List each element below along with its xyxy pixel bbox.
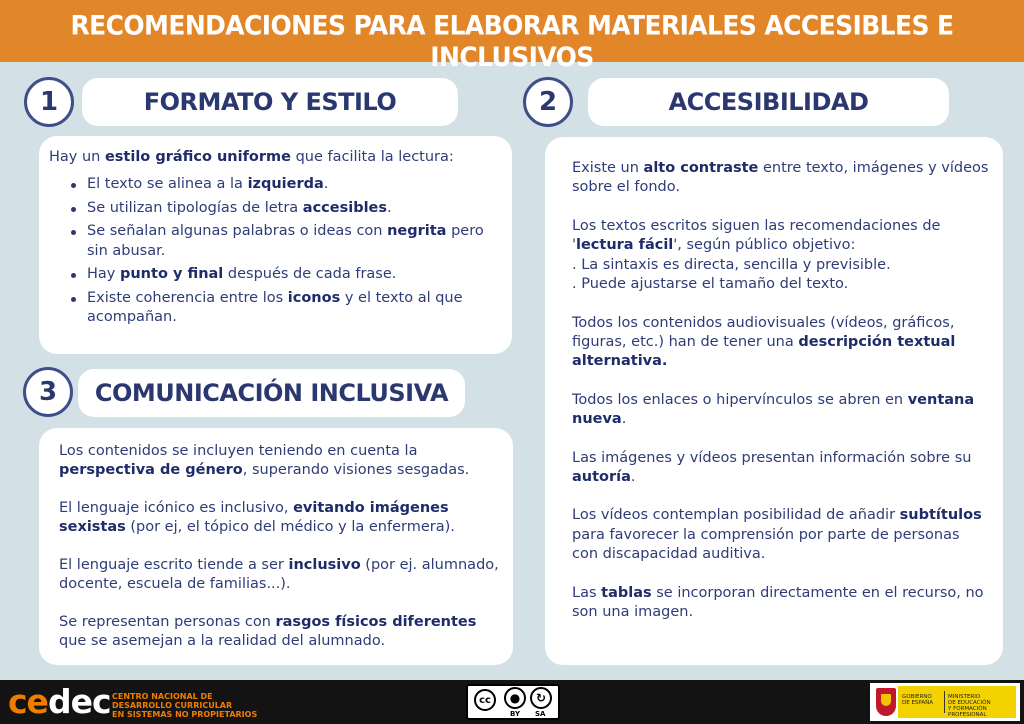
list-item: Hay punto y final después de cada frase. bbox=[49, 265, 494, 284]
accesibilidad-lectura-facil: Los textos escritos siguen las recomendaciones de 'lectura fácil', según público objetivo: . La sintaxis es directa, sencilla y previsible. . Puede ajustarse el tamaño del texto. bbox=[572, 217, 941, 293]
formato-list bbox=[49, 175, 494, 327]
comunicacion-card bbox=[39, 428, 513, 665]
formato-card bbox=[39, 136, 512, 354]
accesibilidad-card bbox=[545, 137, 1003, 665]
sa-label: SA bbox=[535, 710, 546, 718]
section-number-1: 1 bbox=[24, 77, 74, 127]
page-title: RECOMENDACIONES PARA ELABORAR MATERIALES ACCESIBLES E INCLUSIVOS bbox=[70, 9, 954, 73]
header-bar bbox=[0, 0, 1024, 73]
cedec-logo: cedec bbox=[8, 682, 111, 721]
share-alike-icon: ↻ bbox=[530, 687, 552, 709]
formato-intro: Hay un estilo gráfico uniforme que facilita la lectura: bbox=[49, 149, 454, 165]
coat-of-arms-icon bbox=[876, 688, 896, 716]
section-title-accesibilidad: ACCESIBILIDAD bbox=[588, 78, 949, 126]
accesibilidad-enlaces: Todos los enlaces o hipervínculos se abren en ventana nueva. bbox=[572, 391, 975, 428]
comunicacion-escrito: El lenguaje escrito tiende a ser inclusivo (por ej. alumnado, docente, escuela de familias...). bbox=[59, 556, 499, 593]
list-item: Se utilizan tipologías de letra accesibles. bbox=[49, 199, 494, 218]
by-label: BY bbox=[510, 710, 521, 718]
accesibilidad-tablas: Las tablas se incorporan directamente en el recurso, no son una imagen. bbox=[572, 584, 984, 621]
accesibilidad-contraste: Existe un alto contraste entre texto, imágenes y vídeos sobre el fondo. bbox=[572, 160, 989, 196]
list-item: Existe coherencia entre los iconos y el texto al que acompañan. bbox=[49, 289, 494, 328]
section-number-3: 3 bbox=[23, 367, 73, 417]
gov-name: GOBIERNO DE ESPAÑA bbox=[902, 694, 934, 706]
accesibilidad-audiovisual: Todos los contenidos audiovisuales (vídeos, gráficos, figuras, etc.) han de tener una descripción textual alternativa. bbox=[572, 314, 956, 370]
section-title-comunicacion: COMUNICACIÓN INCLUSIVA bbox=[78, 369, 465, 417]
cc-license-badge[interactable] bbox=[466, 684, 560, 720]
list-item: Se señalan algunas palabras o ideas con negrita pero sin abusar. bbox=[49, 222, 494, 261]
comunicacion-rasgos: Se representan personas con rasgos físicos diferentes que se asemejan a la realidad del alumnado. bbox=[59, 613, 477, 649]
section-number-2: 2 bbox=[523, 77, 573, 127]
government-logo bbox=[870, 683, 1020, 721]
ministry-name: MINISTERIO DE EDUCACIÓN Y FORMACIÓN PROFESIONAL bbox=[948, 694, 991, 718]
cc-icon: cc bbox=[474, 689, 496, 711]
attribution-icon: ● bbox=[504, 687, 526, 709]
cedec-org-name: CENTRO NACIONAL DE DESARROLLO CURRICULAR EN SISTEMAS NO PROPIETARIOS bbox=[112, 692, 258, 719]
accesibilidad-autoria: Las imágenes y vídeos presentan información sobre su autoría. bbox=[572, 449, 972, 486]
list-item: El texto se alinea a la izquierda. bbox=[49, 175, 494, 194]
comunicacion-genero: Los contenidos se incluyen teniendo en cuenta la perspectiva de género, superando visiones sesgadas. bbox=[59, 443, 470, 479]
comunicacion-iconico: El lenguaje icónico es inclusivo, evitando imágenes sexistas (por ej, el tópico del médico y la enfermera). bbox=[59, 499, 455, 536]
accesibilidad-subtitulos: Los vídeos contemplan posibilidad de añadir subtítulos para favorecer la comprensión por parte de personas con discapacidad auditiva. bbox=[572, 507, 982, 563]
section-title-formato: FORMATO Y ESTILO bbox=[82, 78, 458, 126]
